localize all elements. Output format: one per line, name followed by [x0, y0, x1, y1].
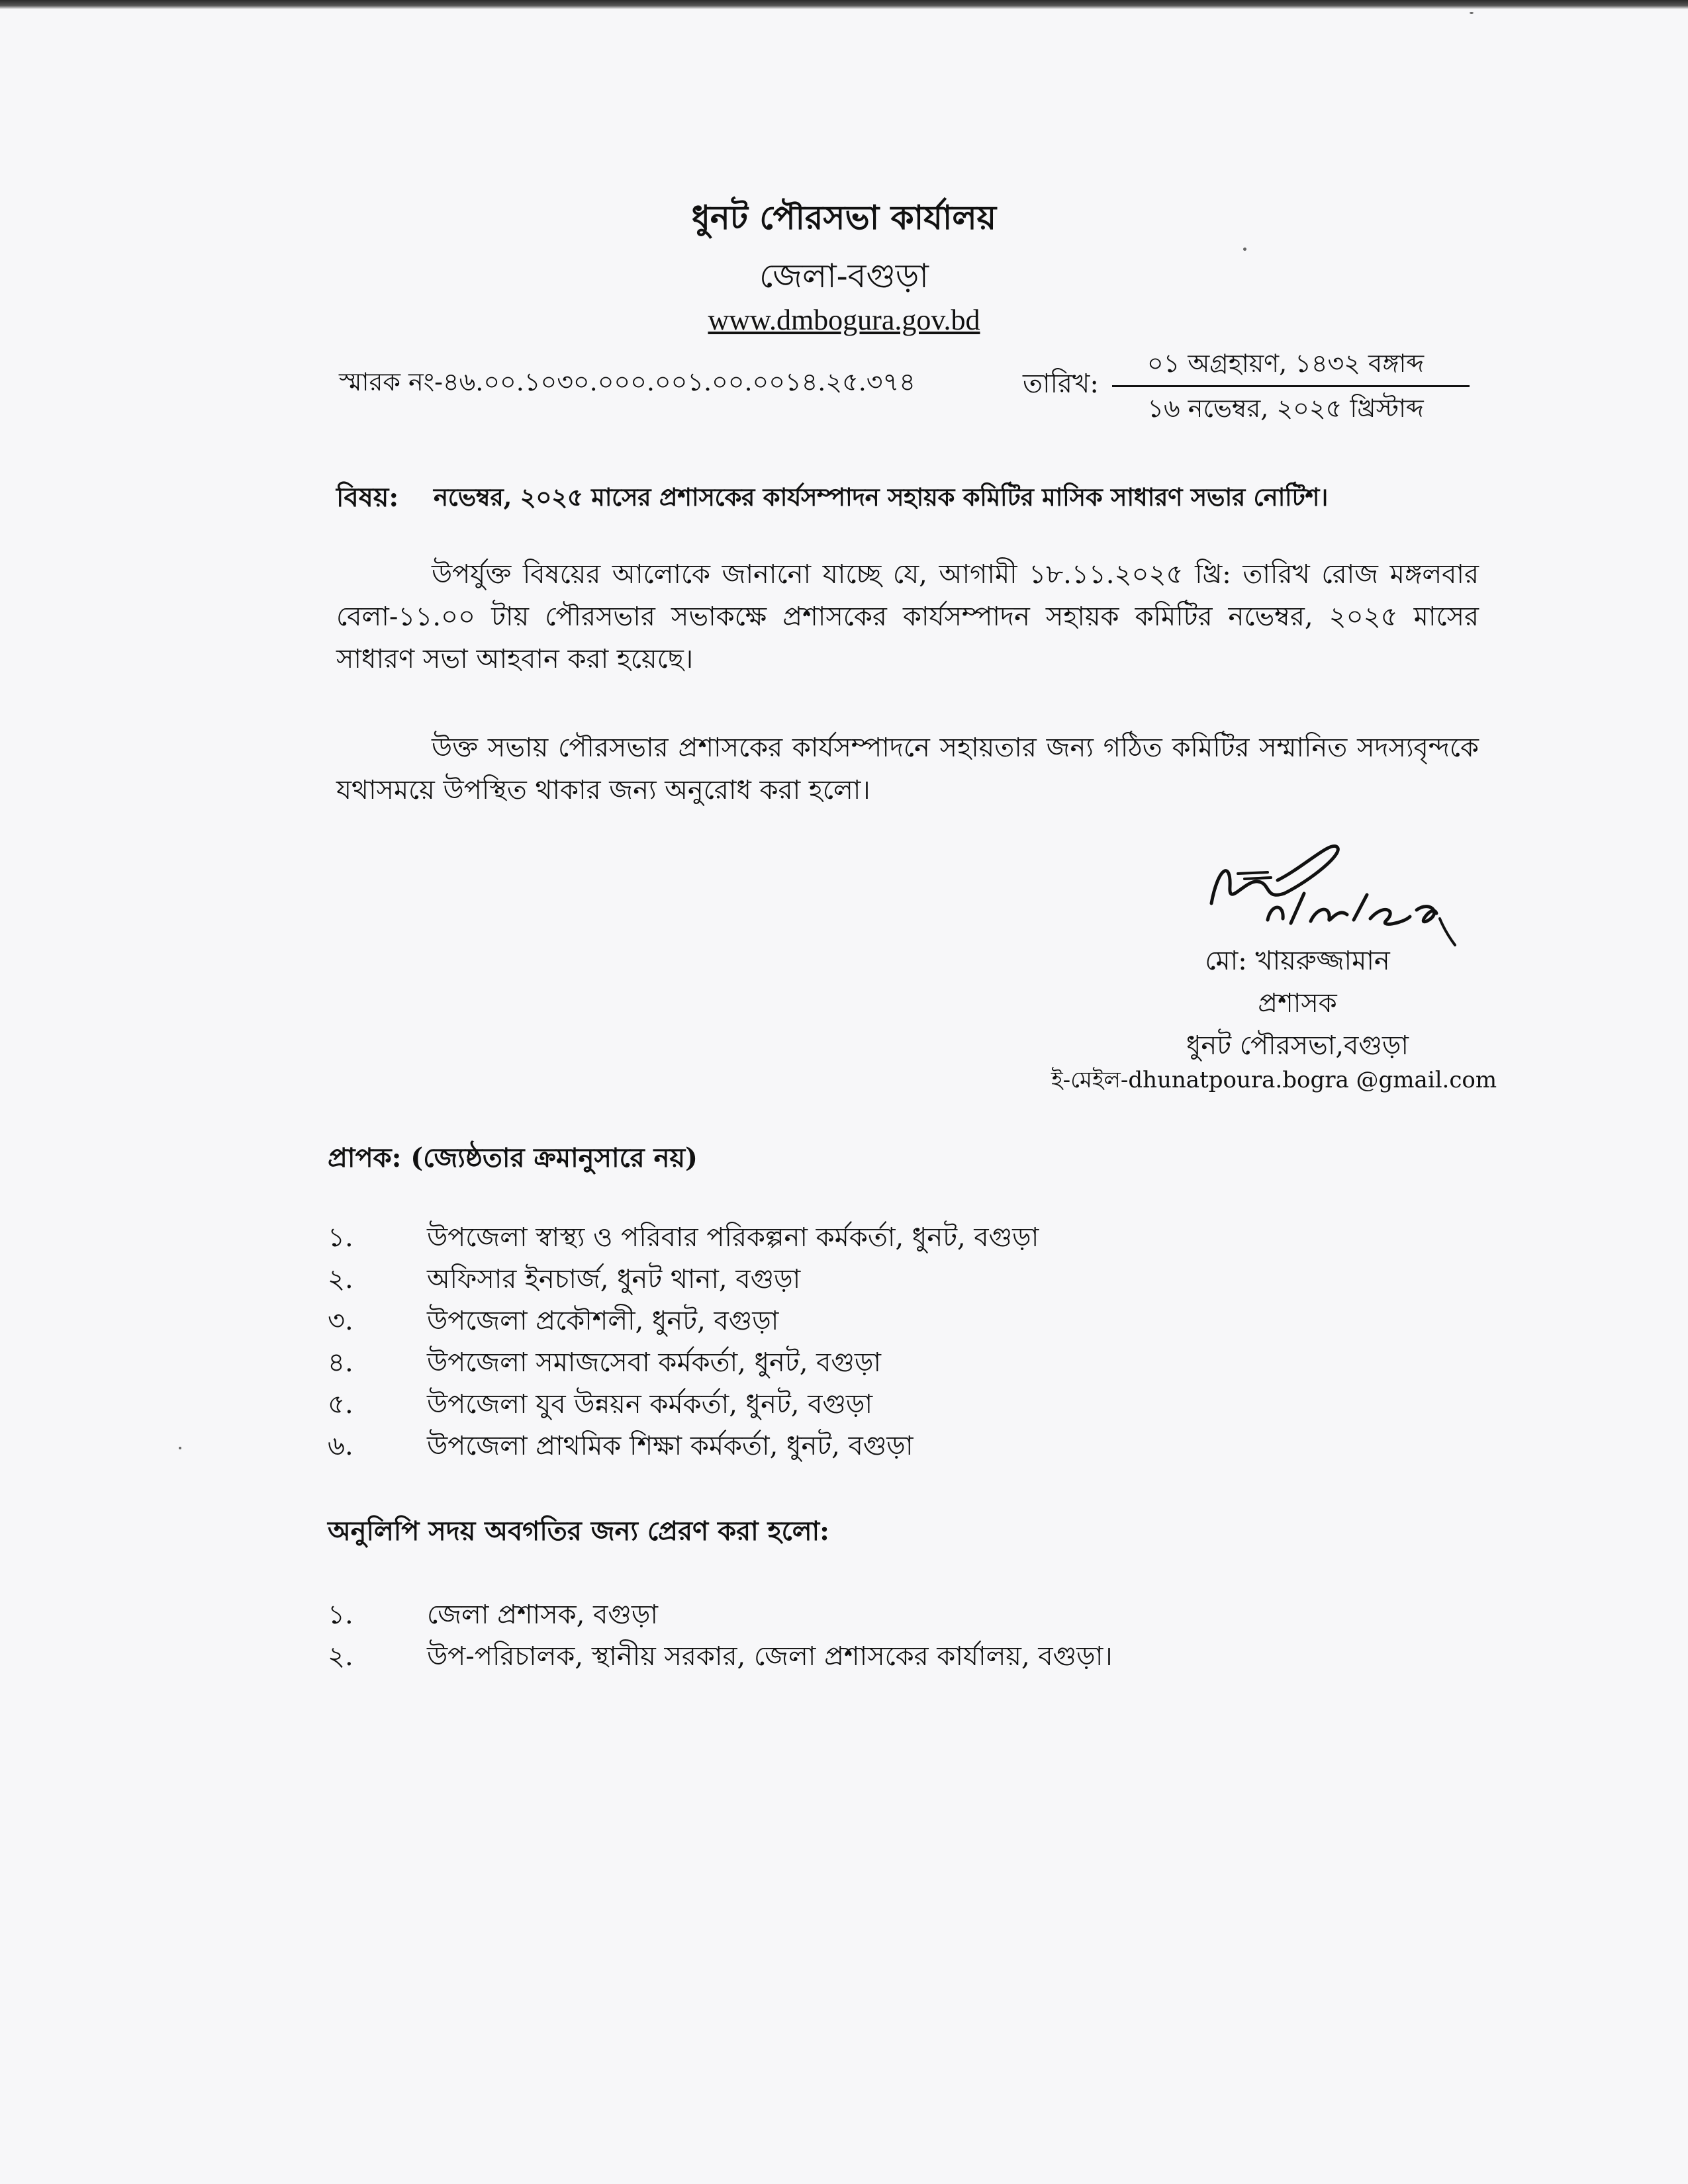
item-text: উপজেলা যুব উন্নয়ন কর্মকর্তা, ধুনট, বগুড়া [427, 1389, 873, 1420]
date-english: ১৬ নভেম্বর, ২০২৫ খ্রিস্টাব্দ [1147, 394, 1424, 423]
signer-office: ধুনট পৌরসভা,বগুড়া [1186, 1030, 1409, 1061]
date-bangla: ০১ অগ্রহায়ণ, ১৪৩২ বঙ্গাব্দ [1147, 349, 1425, 378]
item-number: ৫. [328, 1389, 353, 1420]
item-text: উপজেলা স্বাস্থ্য ও পরিবার পরিকল্পনা কর্মকর্তা, ধুনট, বগুড়া [427, 1222, 1039, 1253]
scan-edge [0, 0, 1688, 9]
memo-number: স্মারক নং-৪৬.০০.১০৩০.০০০.০০১.০০.০০১৪.২৫.৩৭৪ [339, 367, 915, 396]
date-divider [1112, 385, 1470, 387]
scan-speck [179, 1447, 181, 1449]
body-paragraph-1: উপর্যুক্ত বিষয়ের আলোকে জানানো যাচ্ছে যে, আগামী ১৮.১১.২০২৫ খ্রি: তারিখ রোজ মঙ্গলবার বেলা-১১.০০ টায় পৌরসভার সভাকক্ষে প্রশাসকের কার্যসম্পাদন সহায়ক কমিটির নভেম্বর, ২০২৫ মাসের সাধারণ সভা আহবান করা হয়েছে। [336, 559, 1479, 674]
subject-text: নভেম্বর, ২০২৫ মাসের প্রশাসকের কার্যসম্পাদন সহায়ক কমিটির মাসিক সাধারণ সভার নোটিশ। [434, 482, 1329, 512]
office-name: ধুনট পৌরসভা কার্যালয় [691, 198, 997, 237]
item-number: ১. [328, 1600, 353, 1630]
subject-label: বিষয়: [336, 482, 399, 513]
signer-title: প্রশাসক [1258, 988, 1337, 1019]
signature-scribble [1205, 841, 1456, 946]
item-number: ২. [328, 1264, 353, 1295]
item-text: জেলা প্রশাসক, বগুড়া [427, 1600, 658, 1630]
copies-title: অনুলিপি সদয় অবগতির জন্য প্রেরণ করা হলো: [328, 1516, 829, 1547]
item-number: ৬. [328, 1431, 353, 1461]
item-number: ৪. [328, 1347, 353, 1378]
item-text: উপজেলা প্রকৌশলী, ধুনট, বগুড়া [427, 1306, 779, 1336]
recipients-title: প্রাপক: (জ্যেষ্ঠতার ক্রমানুসারে নয়) [328, 1142, 698, 1173]
signer-email: ই-মেইল-dhunatpoura.bogra @gmail.com [1051, 1067, 1497, 1093]
item-text: উপ-পরিচালক, স্থানীয় সরকার, জেলা প্রশাসকের কার্যালয়, বগুড়া। [427, 1641, 1113, 1672]
item-text: অফিসার ইনচার্জ, ধুনট থানা, বগুড়া [427, 1264, 801, 1295]
handwritten-signature [1205, 841, 1456, 946]
item-number: ৩. [328, 1306, 353, 1336]
website-link[interactable]: www.dmbogura.gov.bd [708, 304, 980, 336]
item-text: উপজেলা সমাজসেবা কর্মকর্তা, ধুনট, বগুড়া [427, 1347, 882, 1378]
date-label: তারিখ: [1023, 369, 1099, 399]
item-number: ২. [328, 1641, 353, 1672]
item-text: উপজেলা প্রাথমিক শিক্ষা কর্মকর্তা, ধুনট, বগুড়া [427, 1431, 914, 1461]
district-name: জেলা-বগুড়া [759, 257, 929, 295]
signer-name: মো: খায়রুজ্জামান [1205, 946, 1390, 976]
body-paragraph-2: উক্ত সভায় পৌরসভার প্রশাসকের কার্যসম্পাদনে সহায়তার জন্য গঠিত কমিটির সম্মানিত সদস্যবৃন্দকে যথাসময়ে উপস্থিত থাকার জন্য অনুরোধ করা হলো। [336, 733, 1479, 805]
item-number: ১. [328, 1222, 353, 1253]
scan-speck [1470, 12, 1474, 14]
